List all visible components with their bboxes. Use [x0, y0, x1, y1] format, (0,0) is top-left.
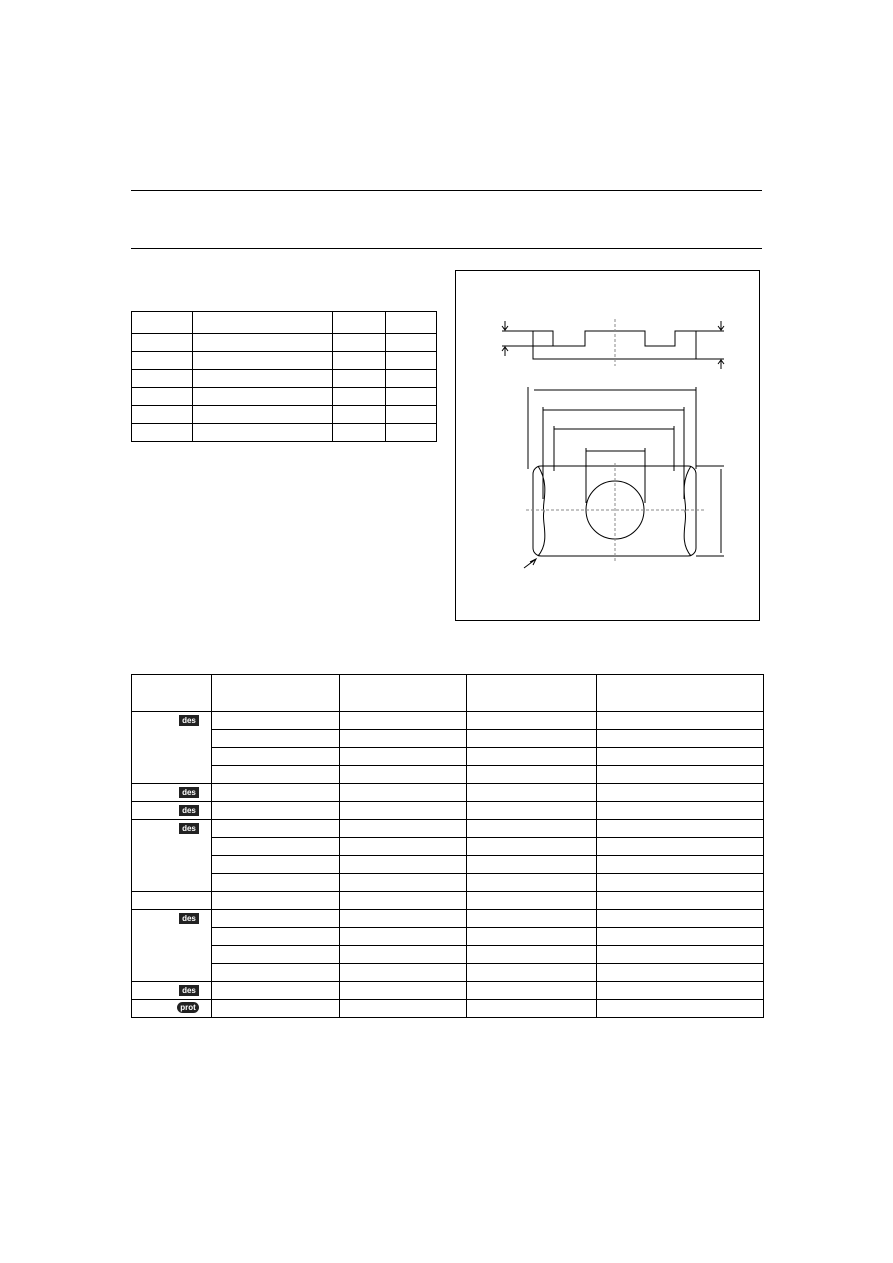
- grades-header-row: [132, 675, 764, 712]
- table-row: [132, 838, 764, 856]
- status-badge: des: [179, 787, 199, 798]
- header-bottom-rule: [131, 248, 762, 249]
- table-row: [132, 1000, 764, 1018]
- total-height-arrow-bottom: [718, 360, 724, 369]
- table-row: [132, 784, 764, 802]
- table-row: [132, 766, 764, 784]
- status-badge: des: [179, 913, 199, 924]
- status-badge: des: [179, 805, 199, 816]
- table-row: [132, 982, 764, 1000]
- table-row: [132, 352, 437, 370]
- height-dim-arrow-top: [502, 321, 508, 330]
- table-row: [132, 874, 764, 892]
- grades-table: [131, 674, 764, 1018]
- right-leg-cutout: [684, 466, 691, 556]
- table-row: [132, 820, 764, 838]
- table-row: [132, 946, 764, 964]
- status-badge: des: [179, 823, 199, 834]
- table-row: [132, 928, 764, 946]
- radius-leader-arrow: [524, 559, 536, 568]
- table-row: [132, 712, 764, 730]
- table-row: [132, 892, 764, 910]
- status-badge: prot: [177, 1002, 199, 1013]
- table-row: [132, 856, 764, 874]
- status-badge: des: [179, 985, 199, 996]
- table-row: [132, 334, 437, 352]
- table-row: [132, 730, 764, 748]
- table-row: [132, 910, 764, 928]
- table-row: [132, 370, 437, 388]
- table-row: [132, 748, 764, 766]
- outline-drawing-svg: [456, 271, 761, 622]
- table-row: [132, 388, 437, 406]
- table-row: [132, 802, 764, 820]
- total-height-arrow-top: [718, 321, 724, 330]
- table-row: [132, 424, 437, 442]
- table-header-row: [132, 312, 437, 334]
- status-badge: des: [179, 715, 199, 726]
- table-row: [132, 406, 437, 424]
- core-outline-drawing: [455, 270, 760, 621]
- table-row: [132, 964, 764, 982]
- dimensions-table: [131, 311, 437, 442]
- header-top-rule: [131, 190, 762, 191]
- left-leg-cutout: [538, 466, 545, 556]
- height-dim-arrow-bottom: [502, 347, 508, 356]
